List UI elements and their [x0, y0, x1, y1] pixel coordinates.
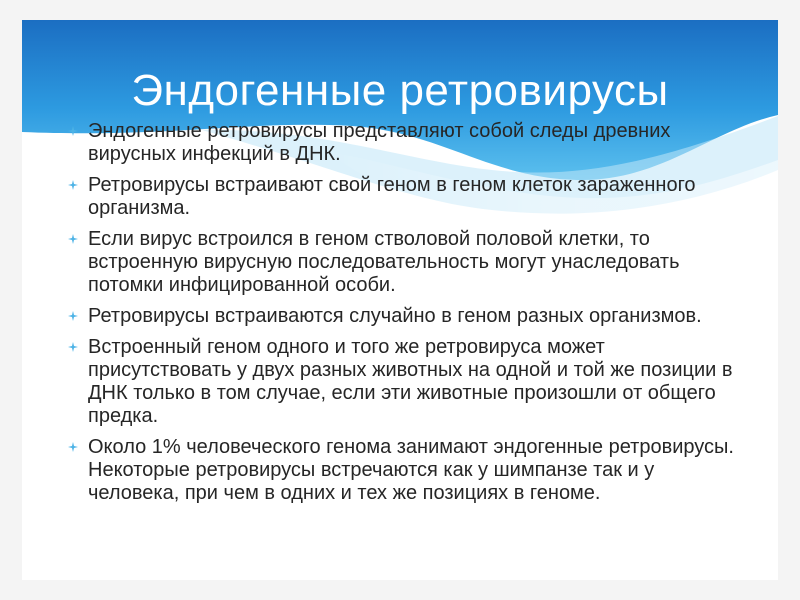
list-item [66, 228, 746, 297]
star-bullet-icon [68, 311, 78, 321]
list-item-text: Ретровирусы встраиваются случайно в геном разных организмов. [88, 305, 702, 327]
star-bullet-icon [68, 442, 78, 452]
list-item [66, 305, 746, 328]
star-bullet-icon [68, 126, 78, 136]
list-item [66, 120, 746, 166]
list-item [66, 174, 746, 220]
list-item [66, 336, 746, 428]
list-item-text: Если вирус встроился в геном стволовой половой клетки, то встроенную вирусную последовательность могут унаследовать потомки инфицированной особи. [88, 228, 680, 296]
bullet-list [66, 120, 746, 513]
list-item-text: Ретровирусы встраивают свой геном в геном клеток зараженного организма. [88, 174, 696, 219]
list-item [66, 436, 746, 505]
slide [22, 20, 778, 580]
star-bullet-icon [68, 342, 78, 352]
star-bullet-icon [68, 180, 78, 190]
slide-title: Эндогенные ретровирусы [131, 66, 669, 115]
list-item-text: Встроенный геном одного и того же ретровируса может присутствовать у двух разных животных на одной и той же позиции в ДНК только в том случае, если эти животные произошли от общего предка. [88, 336, 733, 427]
list-item-text: Около 1% человеческого генома занимают эндогенные ретровирусы. Некоторые ретровирусы встречаются как у шимпанзе так и у человека, при чем в одних и тех же позициях в геноме. [88, 436, 734, 504]
list-item-text: Эндогенные ретровирусы представляют собой следы древних вирусных инфекций в ДНК. [88, 120, 671, 165]
star-bullet-icon [68, 234, 78, 244]
